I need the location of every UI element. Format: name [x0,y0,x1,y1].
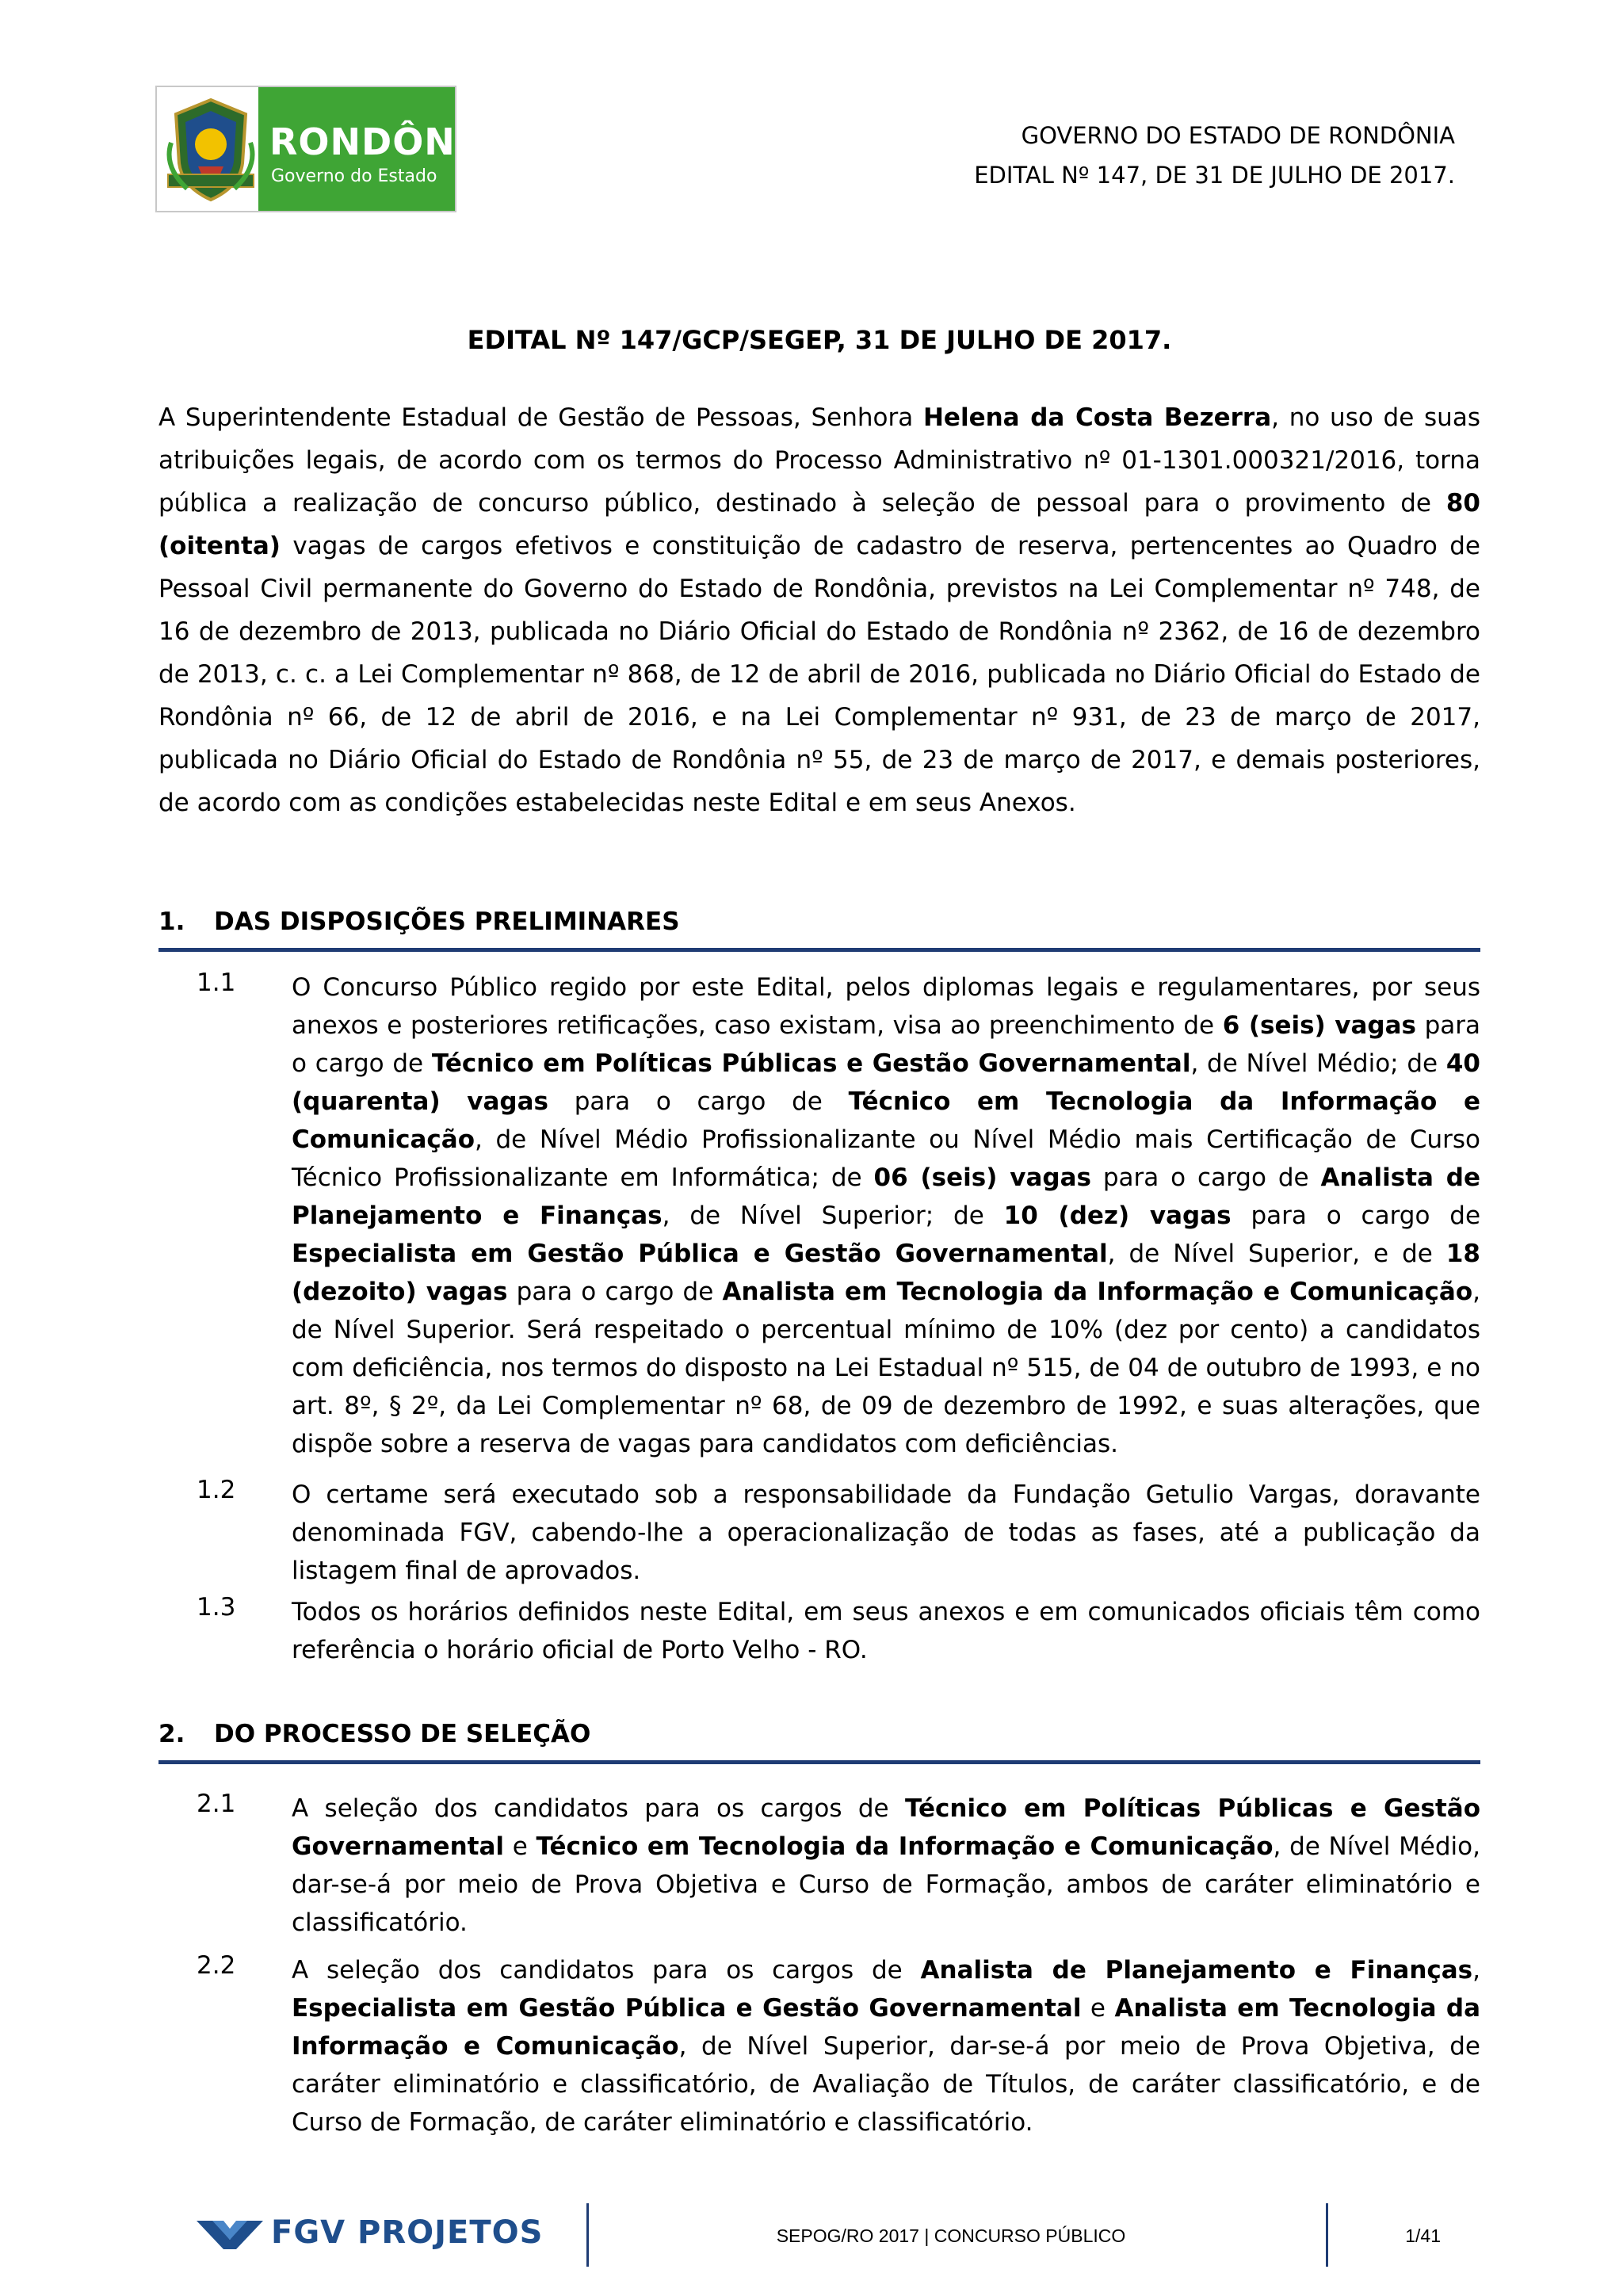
clause-text [292,968,1480,1463]
text-run: A seleção dos candidatos para os cargos de [292,1956,921,1985]
text-run: e [1081,1994,1115,2023]
text-run: , de Nível Superior, dar-se-á por meio de Prova Objetiva, de caráter eliminatório e classificatório, de Avaliação de Títulos, de caráter classificatório, e de Curso de Formação, de caráter eliminatório e classificatório. [292,2032,1480,2137]
text-run: e [504,1832,537,1861]
text-run: , de Nível Superior, e de [1107,1240,1446,1268]
clause-text [292,1951,1480,2141]
logo-subtitle: Governo do Estado [271,166,437,186]
section-heading-1 [158,907,1480,952]
section-heading-2 [158,1720,1480,1764]
bold-text-run: Técnico em Políticas Públicas e Gestão Governamental [431,1049,1191,1078]
bold-text-run: 40 (quarenta) vagas [292,1049,1480,1116]
text-run: , [1472,1956,1480,1985]
clause-number: 1.1 [197,968,236,997]
text-run: , de Nível Médio; de [1190,1049,1446,1078]
section-number: 2. [158,1720,185,1748]
text-run: para o cargo de [1231,1201,1481,1230]
clause-number: 1.2 [197,1476,236,1504]
text-run: A Superintendente Estadual de Gestão de Pessoas, Senhora [158,403,923,432]
text-run: para o cargo de [548,1087,849,1116]
text-run: , de Nível Médio Profissionalizante ou Nível Médio mais Certificação de Curso Técnico Profissionalizante em Informática; de [292,1125,1480,1192]
bold-text-run: Analista de Planejamento e Finanças [920,1956,1473,1985]
text-run: , de Nível Superior. Será respeitado o percentual mínimo de 10% (dez por cento) a candidatos com deficiência, nos termos do disposto na Lei Estadual nº 515, de 04 de outubro de 1993, e no art. 8º, § 2º, da Lei Complementar nº 68, de 09 de dezembro de 1992, e suas alterações, que dispõe sobre a reserva de vagas para candidatos com deficiências. [292,1278,1480,1458]
section-title: DO PROCESSO DE SELEÇÃO [214,1720,591,1748]
logo-green-panel [258,87,499,211]
clause-text [292,1593,1480,1669]
bold-text-run: Técnico em Políticas Públicas e Gestão Governamental [292,1794,1480,1861]
clause-text [292,1476,1480,1590]
fgv-projetos-logo [197,2213,561,2260]
bold-text-run: Especialista em Gestão Pública e Gestão Governamental [292,1240,1108,1268]
page-number: 1/41 [1405,2225,1441,2246]
clause-number: 2.1 [197,1790,236,1818]
text-run: A seleção dos candidatos para os cargos de [292,1794,905,1823]
logo-title: RONDÔNIA [269,120,499,163]
header-line-2: EDITAL Nº 147, DE 31 DE JULHO DE 2017. [974,162,1455,189]
intro-paragraph [158,396,1480,824]
clause-text [292,1790,1480,1942]
clause-number: 1.3 [197,1593,236,1622]
clause-number: 2.2 [197,1951,236,1980]
document-title: EDITAL Nº 147/GCP/SEGEP, 31 DE JULHO DE 2017. [467,325,1172,355]
text-run: , de Nível Superior; de [662,1201,1004,1230]
fgv-chevron-icon [197,2218,263,2252]
bold-text-run: Técnico em Tecnologia da Informação e Comunicação [292,1087,1481,1154]
footer-divider [586,2203,589,2267]
text-run: O certame será executado sob a responsabilidade da Fundação Getulio Vargas, doravante denominada FGV, cabendo-lhe a operacionalização de todas as fases, até a publicação da listagem final de aprovados. [292,1480,1480,1585]
bold-text-run: 06 (seis) vagas [873,1163,1091,1192]
text-run: para o cargo de [507,1278,723,1306]
bold-text-run: Analista em Tecnologia da Informação e Comunicação [722,1278,1473,1306]
section-number: 1. [158,907,185,936]
bold-text-run: Analista de Planejamento e Finanças [292,1163,1480,1230]
header-line-1: GOVERNO DO ESTADO DE RONDÔNIA [1021,122,1455,149]
bold-text-run: Especialista em Gestão Pública e Gestão Governamental [292,1994,1082,2023]
rondonia-logo [155,86,499,212]
state-crest-icon [163,95,258,204]
text-run: Todos os horários definidos neste Edital, em seus anexos e em comunicados oficiais têm como referência o horário oficial de Porto Velho - RO. [292,1598,1480,1664]
bold-text-run: 10 (dez) vagas [1003,1201,1232,1230]
bold-text-run: Helena da Costa Bezerra [922,403,1272,432]
text-run: O Concurso Público regido por este Edital, pelos diplomas legais e regulamentares, por seus anexos e posteriores retificações, caso existam, visa ao preenchimento de [292,973,1480,1040]
bold-text-run: Analista em Tecnologia da Informação e Comunicação [292,1994,1480,2061]
bold-text-run: 80 (oitenta) [158,489,1480,560]
section-title: DAS DISPOSIÇÕES PRELIMINARES [214,907,680,936]
footer-divider [1326,2203,1328,2267]
text-run: , de Nível Médio, dar-se-á por meio de Prova Objetiva e Curso de Formação, ambos de caráter eliminatório e classificatório. [292,1832,1480,1937]
text-run: para o cargo de [292,1011,1480,1078]
fgv-brand-text: FGV PROJETOS [271,2214,544,2251]
text-run: para o cargo de [1090,1163,1321,1192]
footer-caption: SEPOG/RO 2017 | CONCURSO PÚBLICO [776,2225,1126,2246]
bold-text-run: 18 (dezoito) vagas [292,1240,1480,1306]
bold-text-run: Técnico em Tecnologia da Informação e Comunicação [536,1832,1274,1861]
text-run: vagas de cargos efetivos e constituição de cadastro de reserva, pertencentes ao Quadro de Pessoal Civil permanente do Governo do Estado de Rondônia, previstos na Lei Complementar nº 748, de 16 de dezembro de 2013, publicada no Diário Oficial do Estado de Rondônia nº 2362, de 16 de dezembro de 2013, c. c. a Lei Complementar nº 868, de 12 de abril de 2016, publicada no Diário Oficial do Estado de Rondônia nº 66, de 12 de abril de 2016, e na Lei Complementar nº 931, de 23 de março de 2017, publicada no Diário Oficial do Estado de Rondônia nº 55, de 23 de março de 2017, e demais posteriores, de acordo com as condições estabelecidas neste Edital e em seus Anexos. [158,532,1480,817]
page-header [974,116,1455,195]
text-run: , no uso de suas atribuições legais, de acordo com os termos do Processo Administrativo nº 01-1301.000321/2016, torna pública a realização de concurso público, destinado à seleção de pessoal para o provimento de [158,403,1480,518]
bold-text-run: 6 (seis) vagas [1222,1011,1416,1040]
